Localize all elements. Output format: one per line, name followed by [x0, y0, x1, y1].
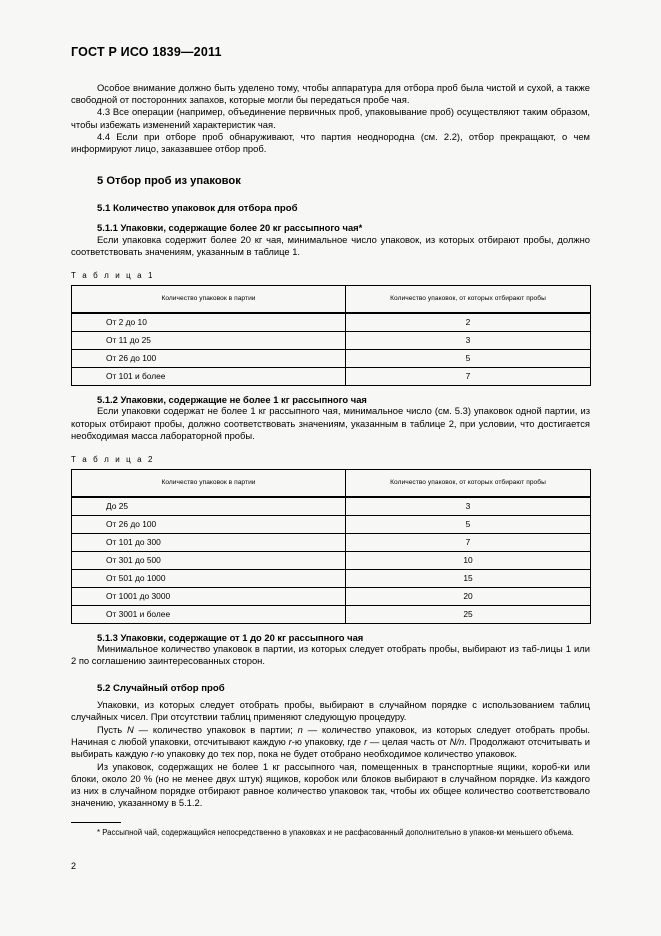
section-heading-5-2: 5.2 Случайный отбор проб: [97, 682, 225, 694]
table-row: [72, 367, 591, 385]
table-2-cell-6-0: От 3001 и более: [72, 605, 346, 623]
paragraph-4-2: Особое внимание должно быть уделено тому, чтобы аппаратура для отбора проб была чистой и сухой, а также свободной от посторонних запахов, которые могли бы передаться пробе чая.: [71, 81, 590, 106]
paragraph-5-2-procedure: [71, 724, 590, 761]
paragraph-5-1-1: Если упаковка содержит более 20 кг чая, минимальное число упаковок, из которых отбирают пробы, должно соответствовать значениям, указанным в таблице 1.: [71, 233, 590, 258]
table-row: [72, 497, 591, 516]
variable-n-capital: N: [127, 723, 134, 735]
table-row: [72, 551, 591, 569]
table-1-cell-3-0: От 101 и более: [72, 367, 346, 385]
table-row: [72, 569, 591, 587]
table-1-cell-2-0: От 26 до 100: [72, 349, 346, 367]
table-1-cell-3-1: 7: [346, 367, 591, 385]
formula-n-over-n: N/n: [449, 735, 465, 747]
table-2-cell-2-0: От 101 до 300: [72, 533, 346, 551]
table-2-cell-3-1: 10: [346, 551, 591, 569]
paragraph-5-2-boxes: Из упаковок, содержащих не более 1 кг рассыпного чая, помещенных в транспортные ящики, короб-ки или блоки, около 20 % (но не менее двух штук) ящиков, коробок или блоков выбирают в случайном порядке. Из каждого из них в случайном порядке отбирают равное количество упаковок так, чтобы их общее количество соответствовало значению, указанному в 5.1.2.: [71, 760, 590, 809]
table-2-cell-0-0: До 25: [72, 497, 346, 516]
document-header: ГОСТ Р ИСО 1839—2011: [71, 45, 222, 59]
table-2-cell-1-0: От 26 до 100: [72, 515, 346, 533]
table-2-caption: Т а б л и ц а 2: [71, 455, 155, 465]
text-fragment: . Продолжают отсчитывать и выбирать каждую: [71, 735, 590, 760]
table-1-header-col-0: Количество упаковок в партии: [72, 285, 346, 313]
section-heading-5-1-3: 5.1.3 Упаковки, содержащие от 1 до 20 кг рассыпного чая: [97, 631, 364, 643]
footnote-separator: [71, 822, 121, 823]
table-row: [72, 605, 591, 623]
page-content: [71, 46, 590, 838]
table-2-cell-5-0: От 1001 до 3000: [72, 587, 346, 605]
variable-r-1: r: [288, 735, 292, 747]
table-2-cell-6-1: 25: [346, 605, 591, 623]
table-2-cell-0-1: 3: [346, 497, 591, 516]
table-2-header-col-0: Количество упаковок в партии: [72, 469, 346, 497]
section-heading-5: 5 Отбор проб из упаковок: [97, 174, 241, 187]
table-1-header-col-1: Количество упаковок, от которых отбирают пробы: [346, 285, 591, 313]
table-1-cell-0-0: От 2 до 10: [72, 313, 346, 332]
variable-r-2: r: [363, 735, 368, 747]
table-1: [71, 285, 591, 386]
paragraph-5-1-2: Если упаковки содержат не более 1 кг рассыпного чая, минимальное число (см. 5.3) упаковок одной партии, из которых отбирают пробы, должно соответствовать значениям, указанным в таблице 2, при условии, что достигается необходимая масса лабораторной пробы.: [71, 405, 590, 441]
section-heading-5-1-1: 5.1.1 Упаковки, содержащие более 20 кг рассыпного чая*: [97, 222, 363, 234]
table-1-cell-0-1: 2: [346, 313, 591, 332]
table-2-cell-3-0: От 301 до 500: [72, 551, 346, 569]
table-row: [72, 515, 591, 533]
table-1-caption: Т а б л и ц а 1: [71, 271, 155, 281]
table-2-cell-1-1: 5: [346, 515, 591, 533]
table-header-row: [72, 285, 591, 313]
text-fragment: — количество упаковок, из которых следует отобрать пробы. Начиная с любой упаковки, отсчитывают каждую: [71, 723, 590, 747]
table-row: [72, 587, 591, 605]
paragraph-4-4: 4.4 Если при отборе проб обнаруживают, что партия неоднородна (см. 2.2), отбор прекращают, о чем информируют лицо, заказавшее отбор проб.: [71, 130, 590, 155]
table-2-header-col-1: Количество упаковок, от которых отбирают пробы: [346, 469, 591, 497]
table-2: [71, 469, 591, 624]
footnote-text: * Рассыпной чай, содержащийся непосредственно в упаковках и не расфасованный дополнительно в упаков-ки меньшего объема.: [97, 827, 574, 837]
table-row: [72, 533, 591, 551]
section-heading-5-1-2: 5.1.2 Упаковки, содержащие не более 1 кг рассыпного чая: [97, 393, 367, 405]
variable-r-3: r: [150, 748, 155, 760]
table-row: [72, 349, 591, 367]
table-2-cell-5-1: 20: [346, 587, 591, 605]
page-number: 2: [71, 861, 77, 871]
table-2-cell-4-0: От 501 до 1000: [72, 569, 346, 587]
variable-n-lower: n: [297, 723, 303, 735]
table-row: [72, 313, 591, 332]
paragraph-5-2-intro: Упаковки, из которых следует отобрать пробы, выбирают в случайном порядке с использованием таблиц случайных чисел. При отсутствии таблиц применяют следующую процедуру.: [71, 699, 590, 723]
table-2-cell-4-1: 15: [346, 569, 591, 587]
table-row: [72, 331, 591, 349]
text-fragment: — целая часть от: [367, 735, 450, 747]
section-heading-5-1: 5.1 Количество упаковок для отбора проб: [97, 202, 298, 214]
text-fragment: — количество упаковок в партии;: [133, 723, 298, 735]
table-2-cell-2-1: 7: [346, 533, 591, 551]
paragraph-4-3: 4.3 Все операции (например, объединение первичных проб, упаковывание проб) осуществляют таким образом, чтобы избежать изменений характеристик чая.: [71, 106, 590, 130]
table-1-cell-1-0: От 11 до 25: [72, 331, 346, 349]
text-fragment: Пусть: [97, 723, 128, 735]
table-1-cell-2-1: 5: [346, 349, 591, 367]
table-1-cell-1-1: 3: [346, 331, 591, 349]
text-fragment: -ю упаковку до тех пор, пока не будет отобрано необходимое количество упаковок.: [154, 748, 517, 760]
table-header-row: [72, 469, 591, 497]
text-fragment: -ю упаковку, где: [291, 735, 364, 747]
paragraph-5-1-3: Минимальное количество упаковок в партии, из которых следует отобрать пробы, выбирают из таб-лицы 1 или 2 по соглашению заинтересованных сторон.: [71, 642, 590, 667]
